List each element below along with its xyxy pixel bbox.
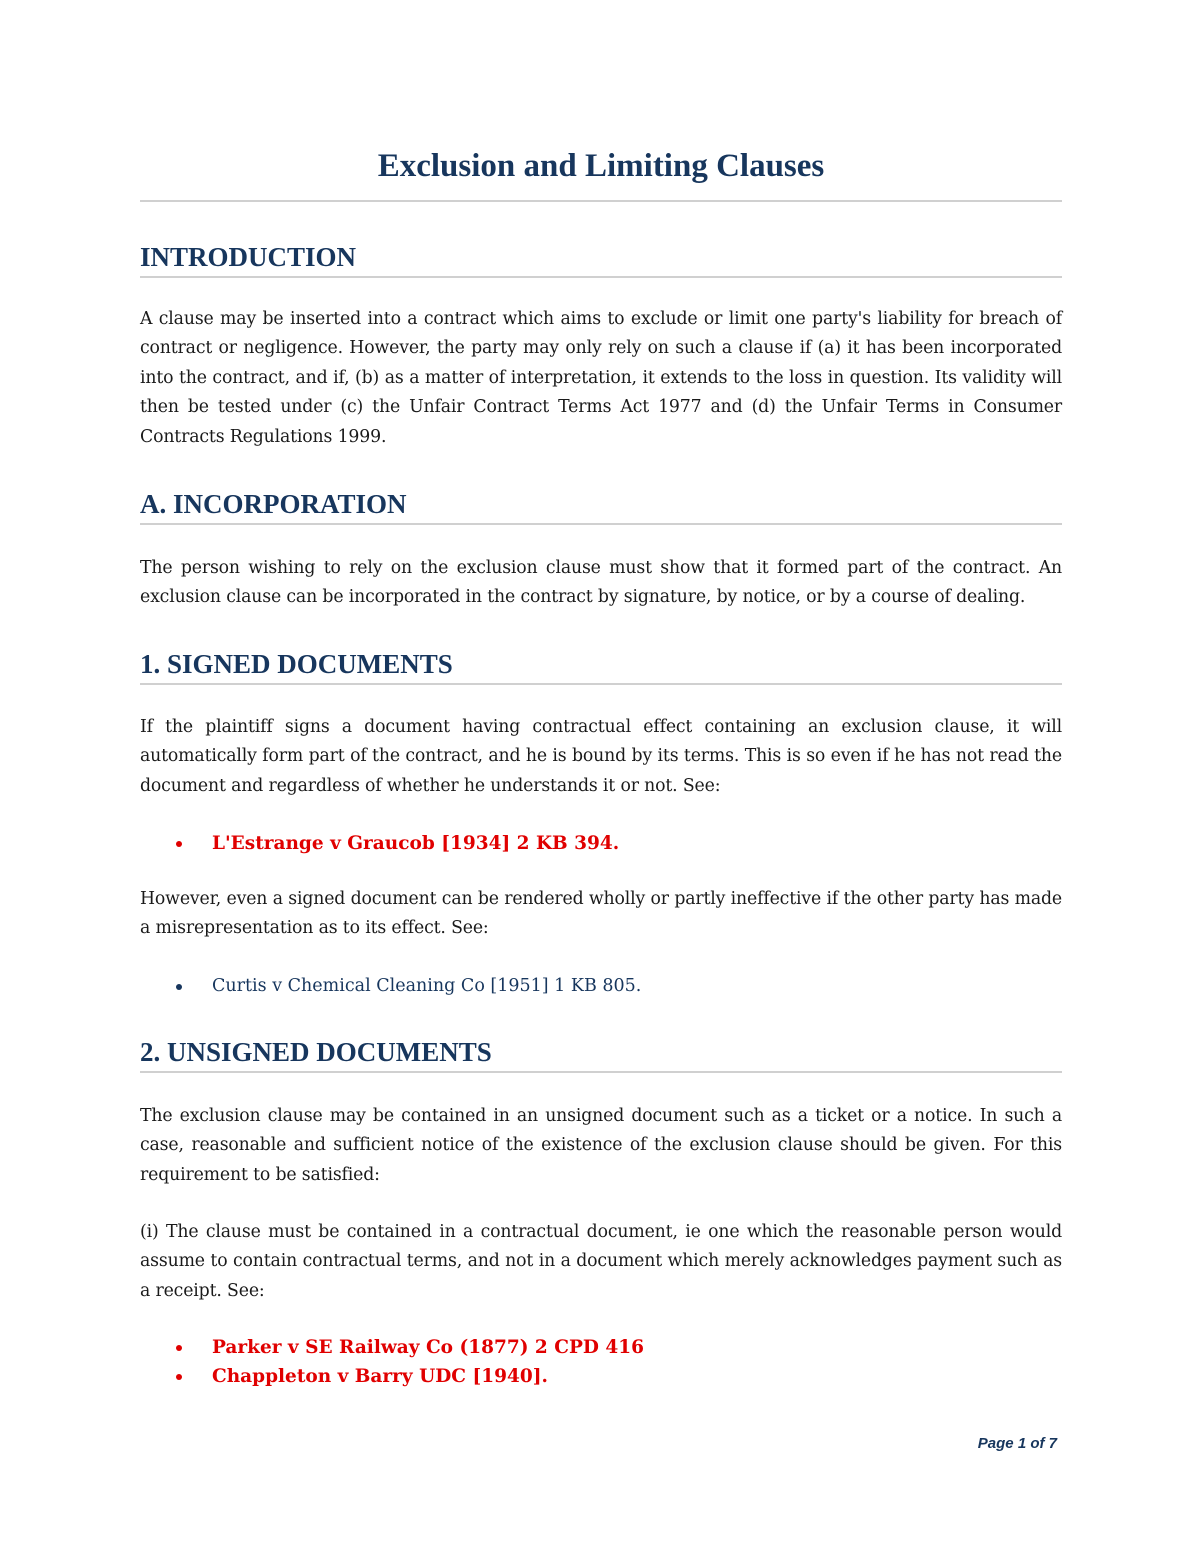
unsigned-paragraph-1: The exclusion clause may be contained in an unsigned document such as a ticket or a notice. In such a case, reasonable and sufficient notice of the existence of the exclusion clause should be given. For this requirement to be satisfied: xyxy=(140,1106,1062,1185)
heading-introduction: INTRODUCTION xyxy=(140,240,1062,278)
signed-cases-list-2 xyxy=(140,972,1062,1001)
bullet-icon xyxy=(176,841,182,847)
bullet-icon xyxy=(176,984,182,990)
title-divider xyxy=(140,200,1062,202)
list-item xyxy=(140,1333,1062,1362)
bullet-icon xyxy=(176,1374,182,1380)
page-number: Page 1 of 7 xyxy=(977,1435,1057,1452)
case-citation: L'Estrange v Graucob [1934] 2 KB 394. xyxy=(212,833,620,854)
document-title: Exclusion and Limiting Clauses xyxy=(377,148,825,184)
unsigned-paragraph-2: (i) The clause must be contained in a contractual document, ie one which the reasonable person would assume to contain contractual terms, and not in a document which merely acknowledges payment such as a receipt. See: xyxy=(140,1222,1062,1301)
list-item xyxy=(140,972,1062,1001)
case-citation: Curtis v Chemical Cleaning Co [1951] 1 KB 805. xyxy=(212,976,642,996)
case-citation: Parker v SE Railway Co (1877) 2 CPD 416 xyxy=(212,1337,644,1358)
list-item xyxy=(140,829,1062,858)
signed-paragraph-2: However, even a signed document can be rendered wholly or partly ineffective if the other party has made a misrepresentation as to its effect. See: xyxy=(140,889,1062,939)
incorporation-paragraph: The person wishing to rely on the exclusion clause must show that it formed part of the contract. An exclusion clause can be incorporated in the contract by signature, by notice, or by a course of dealing. xyxy=(140,558,1062,608)
heading-signed-documents: 1. SIGNED DOCUMENTS xyxy=(140,647,1062,685)
case-citation: Chappleton v Barry UDC [1940]. xyxy=(212,1366,548,1387)
list-item xyxy=(140,1362,1062,1391)
signed-paragraph-1: If the plaintiff signs a document having contractual effect containing an exclusion clause, it will automatically form part of the contract, and he is bound by its terms. This is so even if he has not read the document and regardless of whether he understands it or not. See: xyxy=(140,717,1062,796)
introduction-paragraph: A clause may be inserted into a contract which aims to exclude or limit one party's liability for breach of contract or negligence. However, the party may only rely on such a clause if (a) it has been incorporated into the contract, and if, (b) as a matter of interpretation, it extends to the loss in question. Its validity will then be tested under (c) the Unfair Contract Terms Act 1977 and (d) the Unfair Terms in Consumer Contracts Regulations 1999. xyxy=(140,309,1062,447)
heading-unsigned-documents: 2. UNSIGNED DOCUMENTS xyxy=(140,1035,1062,1073)
signed-cases-list-1 xyxy=(140,829,1062,858)
bullet-icon xyxy=(176,1345,182,1351)
heading-incorporation: A. INCORPORATION xyxy=(140,487,1062,525)
unsigned-cases-list xyxy=(140,1333,1062,1391)
